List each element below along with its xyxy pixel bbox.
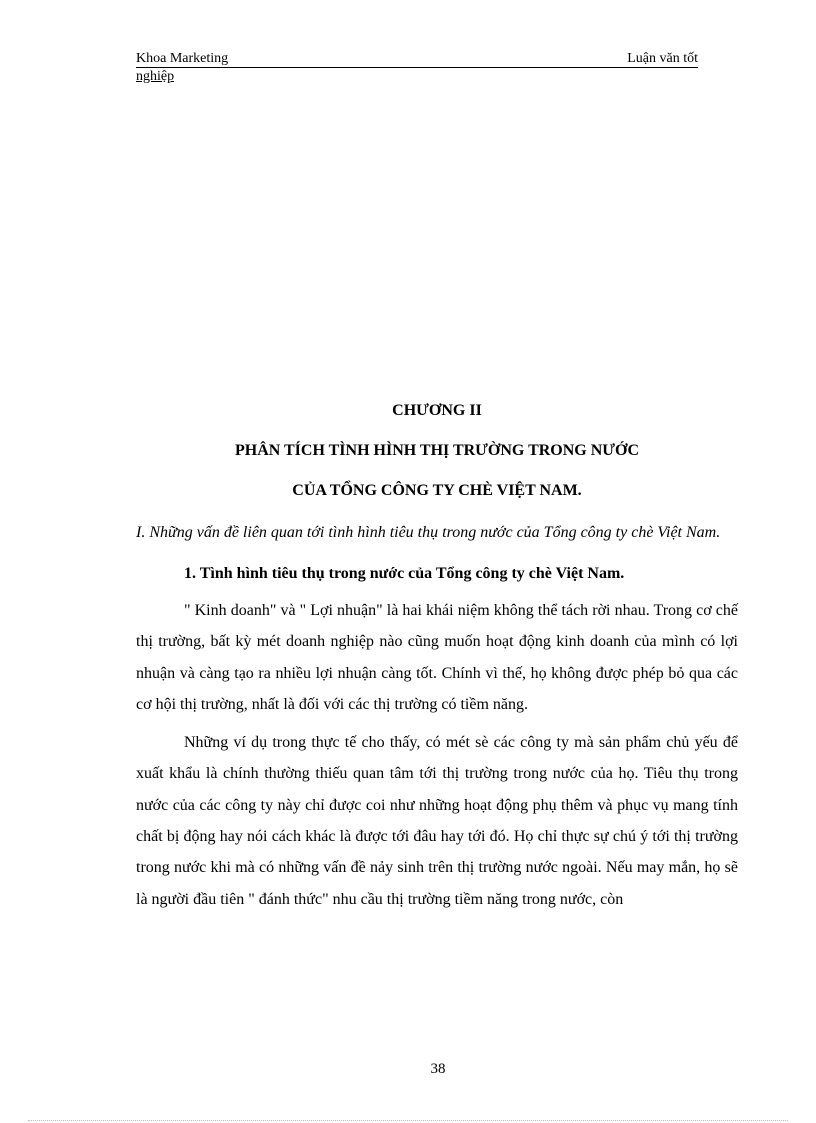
subsection-heading: 1. Tình hình tiêu thụ trong nước của Tổng công ty chè Việt Nam. <box>184 565 625 582</box>
section-heading: I. Những vấn đề liên quan tới tình hình tiêu thụ trong nước của Tổng công ty chè Việt Nam. <box>136 524 721 541</box>
header-faculty: Khoa Marketing <box>136 51 229 66</box>
paragraph-2: Những ví dụ trong thực tế cho thấy, có mét sè các công ty mà sản phẩm chủ yếu để xuất khẩu là chính thường thiếu quan tâm tới thị trường trong nước của họ. Tiêu thụ trong nước của các công ty này chỉ được coi như những hoạt động phụ thêm và phục vụ mang tính chất bị động hay nói cách khác là được tới đâu hay tới đó. Họ chỉ thực sự chú ý tới thị trường trong nước khi mà có những vấn đề nảy sinh trên thị trường nước ngoài. Nếu may mắn, họ sẽ là người đầu tiên " đánh thức" nhu cầu thị trường tiềm năng trong nước, còn <box>136 734 738 908</box>
page-number: 38 <box>430 1061 446 1077</box>
page-body <box>136 395 738 922</box>
header-row <box>136 50 698 68</box>
header-continuation: nghiệp <box>136 69 175 84</box>
paragraph-1: " Kinh doanh" và " Lợi nhuận" là hai khái niệm không thể tách rời nhau. Trong cơ chế thị trường, bất kỳ mét doanh nghiệp nào cũng muốn hoạt động kinh doanh của mình có lợi nhuận và càng tạo ra nhiều lợi nhuận càng tốt. Chính vì thế, họ không được phép bỏ qua các cơ hội thị trường, nhất là đối với các thị trường có tiềm năng. <box>136 602 738 713</box>
chapter-number: CHƯƠNG II <box>392 402 482 419</box>
page-bottom-border <box>28 1120 788 1121</box>
header-thesis-label: Luận văn tốt <box>627 51 698 66</box>
page-header <box>136 50 698 86</box>
chapter-title-line2: CỦA TỔNG CÔNG TY CHÈ VIỆT NAM. <box>292 482 582 499</box>
chapter-title-line1: PHÂN TÍCH TÌNH HÌNH THỊ TRƯỜNG TRONG NƯỚC <box>234 442 640 459</box>
